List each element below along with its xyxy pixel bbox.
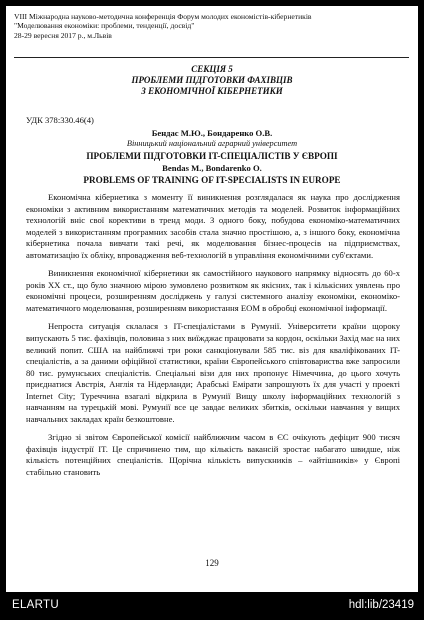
affiliation: Вінницький національний аграрний університет [126,139,298,148]
section-line-3: З ЕКОНОМІЧНОЇ КІБЕРНЕТИКИ [141,85,283,96]
paragraph: Економічна кібернетика з моменту її виникнення розглядалася як наука про дослідження економіки з активним використанням математичних методів та моделей. Розвиток інформаційних технологій вніс свої корективи в тренд моди. З одного боку, побудова економіко-математичних моделей з використанням програмних засобів стала значно простішою, а, з іншого боку, економічна кібернетика почала вивчати такі речі, як моделювання бізнес-процесів на підприємствах, автоматизацію їх обліку, впровадження веб-технологій в управління економічними суб'єктами. [26,192,400,260]
section-line-2: ПРОБЛЕМИ ПІДГОТОВКИ ФАХІВЦІВ [131,74,293,85]
section-heading [6,64,418,96]
repository-label: ELARTU [12,599,59,611]
article-body [26,192,400,486]
header-line-2: "Моделювання економіки: проблеми, тенденції, досвід" [14,21,195,31]
page-number: 129 [205,558,219,568]
authors-english: Bendas M., Bondarenko O. [162,163,262,173]
header-line-1: VIII Міжнародна науково-методична конференція Форум молодих економістів-кібернетиків [14,12,312,21]
document-page [6,6,418,592]
header-divider [14,57,409,58]
section-line-1: СЕКЦІЯ 5 [191,64,233,74]
paragraph: Непроста ситуація склалася з IT-спеціалістами в Румунії. Університети країни щороку випускають 5 тис. фахівців, половина з них виїжджає працювати за кордон, оскільки Захід має на них великий попит. США на найближчі три роки санкціонували 585 тис. віз для кваліфікованих IT-спеціалістів, а за даними офіційної статистики, країни Європейського співтовариства вже запросили 80 тис. румунських спеціалістів. Спеціальні візи для них пропонує Німеччина, до цього хочуть приєднатися Австрія, Англія та Нідерланди; Арабські Емірати запрошують їх для участі у проекті Internet City; Туреччина взагалі відкрила в Румунії Вищу школу інформаційних технологій з навчанням на турецькій мові. Румунії все це завдає великих збитків, оскільки навчання у вищих навчальних закладах країн безкоштовне. [26,321,400,424]
paragraph: Виникнення економічної кібернетики як самостійного наукового напрямку відносять до 60-х років XX ст., що було значною мірою зумовлено розвитком як якісних, так і кількісних уявлень про економічні процеси, розширенням досліджень у галузі системного аналізу економіки, економіко-математичного моделювання, розширенням використання ЕОМ в обробці економічної інформації. [26,268,400,313]
article-title-ukrainian: ПРОБЛЕМИ ПІДГОТОВКИ IT-СПЕЦІАЛІСТІВ У ЄВРОПІ [86,151,338,161]
header-line-3: 28-29 вересня 2017 р., м.Львів [14,30,112,40]
article-title-english: PROBLEMS OF TRAINING OF IT-SPECIALISTS IN EUROPE [83,175,341,185]
paragraph: Згідно зі звітом Європейської комісії найближчим часом в ЄС очікують дефіцит 900 тисяч фахівців індустрії IT. Це спричинено тим, що кількість вакансій зростає набагато швидше, ніж кількість потенційних спеціалістів. Щорічна кількість випускників – «айтішників» у Європі стабільно становить [26,432,400,478]
handle-identifier: hdl:lib/23419 [348,599,414,611]
authors-ukrainian: Бендас М.Ю., Бондаренко О.В. [151,128,273,138]
conference-header [6,6,418,40]
udk-code: УДК 378:330.46(4) [26,115,94,125]
